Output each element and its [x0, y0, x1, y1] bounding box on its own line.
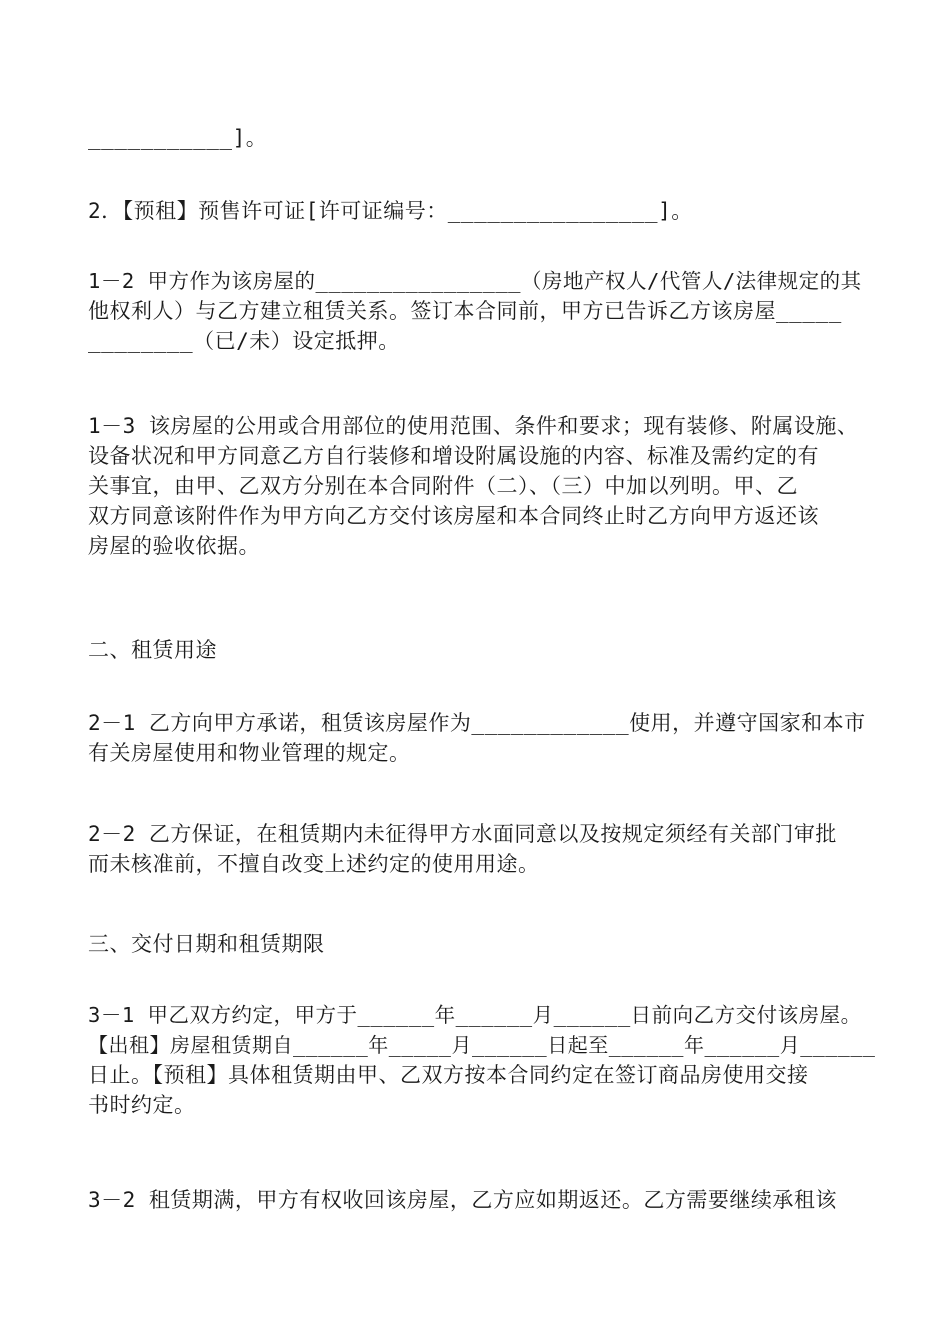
text-line: 设备状况和甲方同意乙方自行装修和增设附属设施的内容、标准及需约定的有	[88, 444, 819, 468]
text-line: 三、交付日期和租赁期限	[88, 932, 325, 956]
paragraph-presale-permit	[88, 196, 878, 226]
paragraph-3-2	[88, 1185, 878, 1215]
text-line: ________（已/未）设定抵押。	[88, 329, 400, 353]
text-line: 有关房屋使用和物业管理的规定。	[88, 741, 411, 765]
text-line: ___________]。	[88, 126, 268, 150]
paragraph-2-2	[88, 819, 878, 879]
text-line: 双方同意该附件作为甲方向乙方交付该房屋和本合同终止时乙方向甲方返还该	[88, 504, 819, 528]
paragraph-2-1	[88, 708, 878, 768]
text-line: 关事宜，由甲、乙双方分别在本合同附件（二）、（三）中加以列明。甲、乙	[88, 474, 798, 498]
text-line: 房屋的验收依据。	[88, 534, 260, 558]
text-line: 1－3 该房屋的公用或合用部位的使用范围、条件和要求；现有装修、附属设施、	[88, 414, 859, 438]
text-line: 3－2 租赁期满，甲方有权收回该房屋，乙方应如期返还。乙方需要继续承租该	[88, 1188, 837, 1212]
paragraph-3-1	[88, 1000, 878, 1120]
section-heading-3	[88, 929, 878, 959]
text-line: 2－1 乙方向甲方承诺，租赁该房屋作为____________使用，并遵守国家和本市	[88, 711, 866, 735]
section-heading-2	[88, 635, 878, 665]
text-line: 2－2 乙方保证，在租赁期内未征得甲方水面同意以及按规定须经有关部门审批	[88, 822, 837, 846]
paragraph-fragment	[88, 123, 878, 153]
text-line: 2．【预租】预售许可证[许可证编号：________________]。	[88, 199, 693, 223]
paragraph-1-3	[88, 411, 878, 561]
text-line: 他权利人）与乙方建立租赁关系。签订本合同前，甲方已告诉乙方该房屋_____	[88, 299, 842, 323]
paragraph-1-2	[88, 266, 878, 356]
text-line: 日止。【预租】具体租赁期由甲、乙双方按本合同约定在签订商品房使用交接	[88, 1063, 809, 1087]
text-line: 【出租】房屋租赁期自______年_____月______日起至______年______月______	[88, 1033, 876, 1057]
text-line: 而未核准前，不擅自改变上述约定的使用用途。	[88, 852, 540, 876]
text-line: 二、租赁用途	[88, 638, 217, 662]
text-line: 书时约定。	[88, 1093, 196, 1117]
text-line: 1－2 甲方作为该房屋的________________（房地产权人/代管人/法律规定的其	[88, 269, 862, 293]
text-line: 3－1 甲乙双方约定，甲方于______年______月______日前向乙方交付该房屋。	[88, 1003, 862, 1027]
